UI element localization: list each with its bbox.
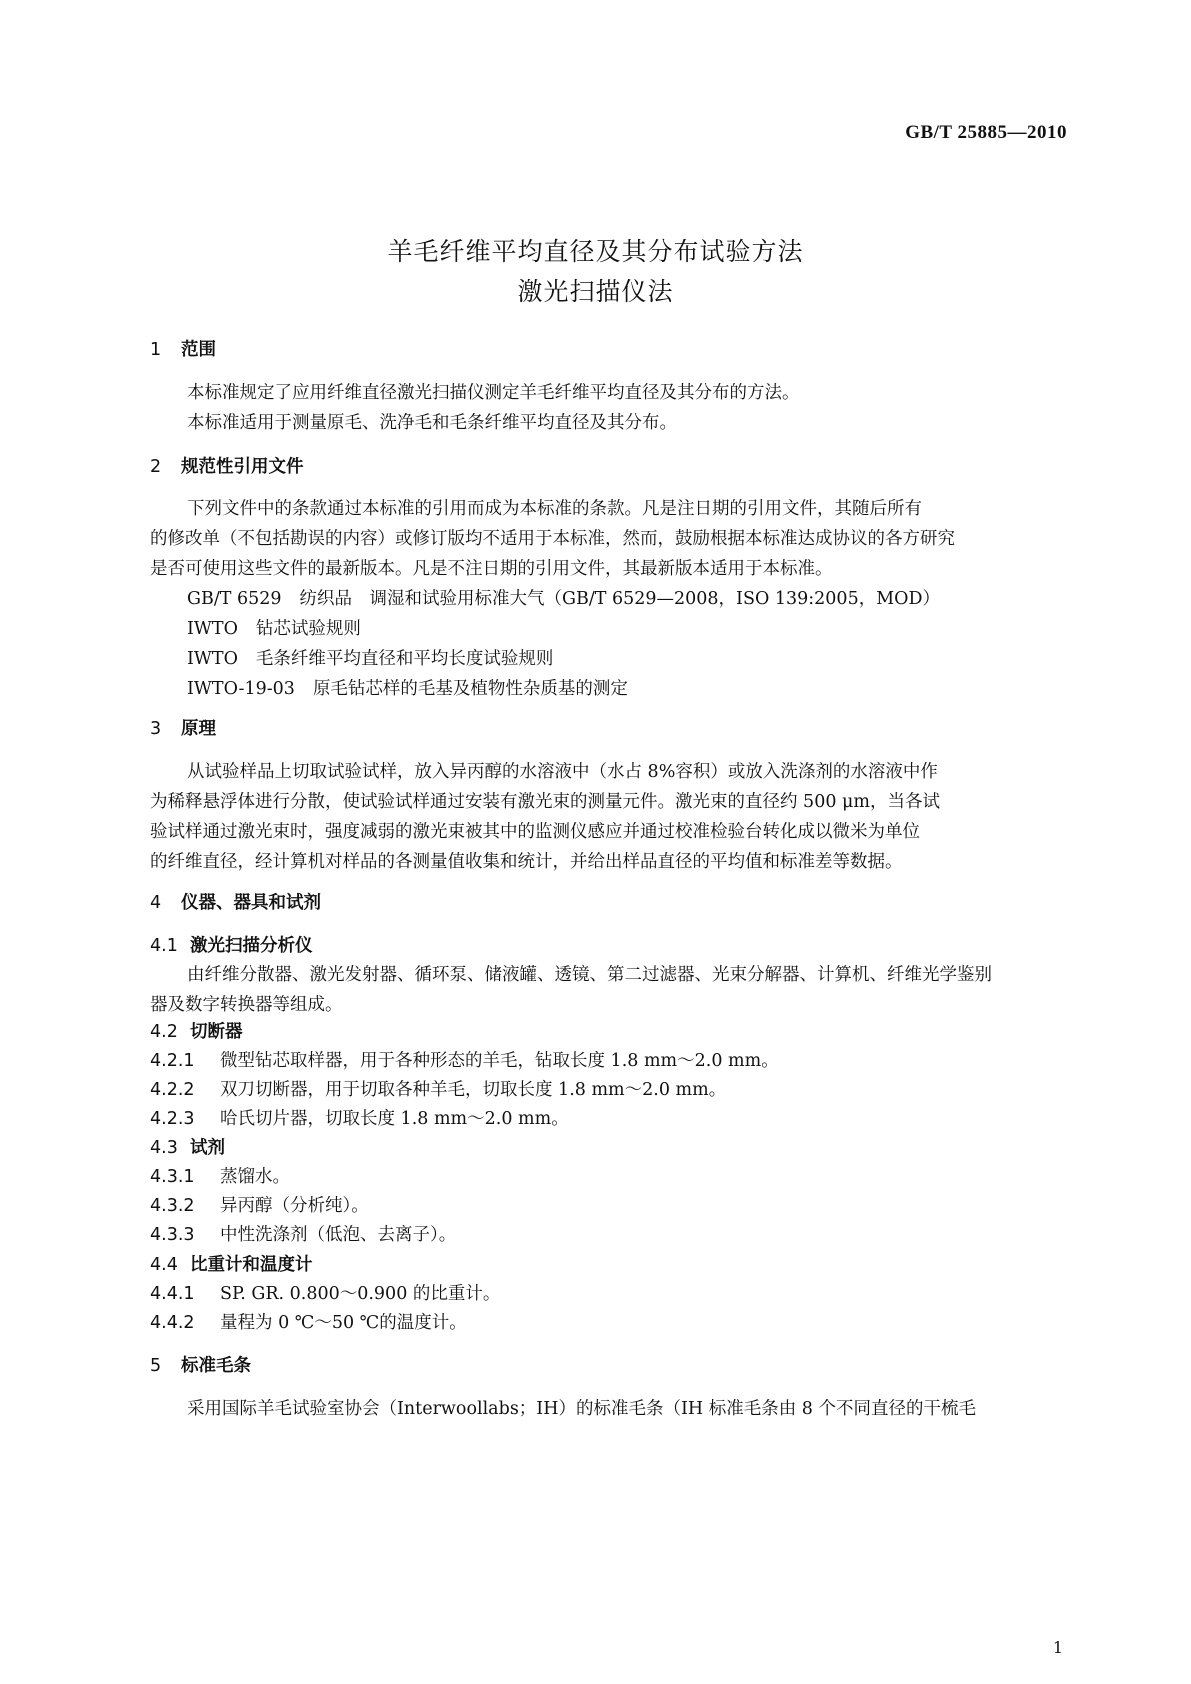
subsection-title: 切断器: [190, 1022, 243, 1042]
clause-number: 4.2.2: [150, 1080, 195, 1100]
reference-item: [187, 617, 1087, 641]
clause-item: [150, 1049, 779, 1073]
clause-item: [150, 1194, 369, 1218]
section-number: 1: [150, 340, 162, 360]
clause-number: 4.3.3: [150, 1225, 195, 1245]
subsection-number: 4.1: [150, 936, 178, 956]
standard-number: GB/T 25885—2010: [905, 122, 1067, 143]
clause-item: [150, 1078, 726, 1102]
subsection-title: 激光扫描分析仪: [190, 936, 313, 956]
clause-number: 4.3.2: [150, 1196, 195, 1216]
title-line-2: 激光扫描仪法: [517, 277, 674, 306]
reference-item: [187, 587, 1087, 611]
clause-text: 异丙醇（分析纯）。: [220, 1196, 369, 1216]
reference-code: IWTO-19-03: [187, 679, 295, 699]
reference-text: 原毛钻芯样的毛基及植物性杂质基的测定: [312, 679, 628, 699]
section-4-heading: [150, 891, 321, 915]
section-title: 标准毛条: [181, 1356, 251, 1376]
s3-paragraph-line: 验试样通过激光束时，强度减弱的激光束被其中的监测仪感应并通过校准检验台转化成以微米为单位: [150, 822, 920, 842]
page-number: 1: [1052, 1638, 1063, 1657]
reference-item: [187, 677, 1087, 701]
clause-number: 4.2.1: [150, 1051, 195, 1071]
section-title: 原理: [181, 719, 216, 739]
reference-code: GB/T 6529: [187, 589, 282, 609]
section-3-heading: [150, 717, 216, 741]
s41-paragraph-line: 器及数字转换器等组成。: [150, 995, 343, 1015]
s1-paragraph-1: 本标准规定了应用纤维直径激光扫描仪测定羊毛纤维平均直径及其分布的方法。: [187, 383, 800, 403]
section-title: 仪器、器具和试剂: [181, 893, 321, 913]
subsection-number: 4.4: [150, 1255, 178, 1275]
clause-number: 4.3.1: [150, 1167, 195, 1187]
subsection-title: 试剂: [190, 1138, 225, 1158]
s3-paragraph-line: 从试验样品上切取试验试样，放入异丙醇的水溶液中（水占 8%容积）或放入洗涤剂的水溶液中作: [187, 762, 938, 782]
subsection-title: 比重计和温度计: [190, 1255, 313, 1275]
s3-paragraph-line: 为稀释悬浮体进行分散，使试验试样通过安装有激光束的测量元件。激光束的直径约 500 μm，当各试: [150, 792, 940, 812]
section-5-heading: [150, 1354, 251, 1378]
section-number: 2: [150, 457, 162, 477]
clause-item: [150, 1311, 467, 1335]
reference-code: IWTO: [187, 619, 238, 639]
subsection-4-2: [150, 1020, 243, 1044]
clause-text: 微型钻芯取样器，用于各种形态的羊毛，钻取长度 1.8 mm～2.0 mm。: [220, 1051, 779, 1071]
clause-text: 量程为 0 ℃～50 ℃的温度计。: [220, 1313, 467, 1333]
subsection-4-3: [150, 1136, 225, 1160]
clause-item: [150, 1165, 290, 1189]
reference-text: 毛条纤维平均直径和平均长度试验规则: [255, 649, 554, 669]
subsection-number: 4.3: [150, 1138, 178, 1158]
clause-number: 4.4.2: [150, 1313, 195, 1333]
subsection-number: 4.2: [150, 1022, 178, 1042]
s2-paragraph-line: 的修改单（不包括勘误的内容）或修订版均不适用于本标准，然而，鼓励根据本标准达成协议的各方研究: [150, 529, 955, 549]
clause-text: 双刀切断器，用于切取各种羊毛，切取长度 1.8 mm～2.0 mm。: [220, 1080, 727, 1100]
section-2-heading: [150, 455, 304, 479]
section-number: 3: [150, 719, 162, 739]
reference-code: IWTO: [187, 649, 238, 669]
s5-paragraph-line: 采用国际羊毛试验室协会（Interwoollabs；IH）的标准毛条（IH 标准毛条由 8 个不同直径的干梳毛: [187, 1399, 976, 1419]
reference-text: 钻芯试验规则: [255, 619, 361, 639]
document-title: [0, 232, 1191, 312]
s41-paragraph-line: 由纤维分散器、激光发射器、循环泵、储液罐、透镜、第二过滤器、光束分解器、计算机、纤维光学鉴别: [187, 965, 992, 985]
clause-text: SP. GR. 0.800～0.900 的比重计。: [220, 1284, 501, 1304]
subsection-4-4: [150, 1253, 313, 1277]
reference-text: 纺织品 调湿和试验用标准大气（GB/T 6529—2008，ISO 139:2005，MOD）: [299, 589, 940, 609]
s3-paragraph-line: 的纤维直径，经计算机对样品的各测量值收集和统计，并给出样品直径的平均值和标准差等数据。: [150, 852, 903, 872]
clause-number: 4.2.3: [150, 1109, 195, 1129]
section-title: 规范性引用文件: [181, 457, 304, 477]
clause-number: 4.4.1: [150, 1284, 195, 1304]
section-1-heading: [150, 338, 216, 362]
clause-text: 哈氏切片器，切取长度 1.8 mm～2.0 mm。: [220, 1109, 569, 1129]
reference-item: [187, 647, 1087, 671]
s2-paragraph-line: 是否可使用这些文件的最新版本。凡是不注日期的引用文件，其最新版本适用于本标准。: [150, 559, 833, 579]
section-title: 范围: [181, 340, 216, 360]
clause-item: [150, 1107, 569, 1131]
clause-item: [150, 1282, 500, 1306]
section-number: 5: [150, 1356, 162, 1376]
clause-text: 中性洗涤剂（低泡、去离子）。: [220, 1225, 457, 1245]
clause-item: [150, 1223, 456, 1247]
title-line-1: 羊毛纤维平均直径及其分布试验方法: [387, 237, 804, 266]
subsection-4-1: [150, 934, 313, 958]
s1-paragraph-2: 本标准适用于测量原毛、洗净毛和毛条纤维平均直径及其分布。: [187, 413, 677, 433]
clause-text: 蒸馏水。: [220, 1167, 290, 1187]
section-number: 4: [150, 893, 162, 913]
s2-paragraph-line: 下列文件中的条款通过本标准的引用而成为本标准的条款。凡是注日期的引用文件，其随后所有: [187, 499, 922, 519]
